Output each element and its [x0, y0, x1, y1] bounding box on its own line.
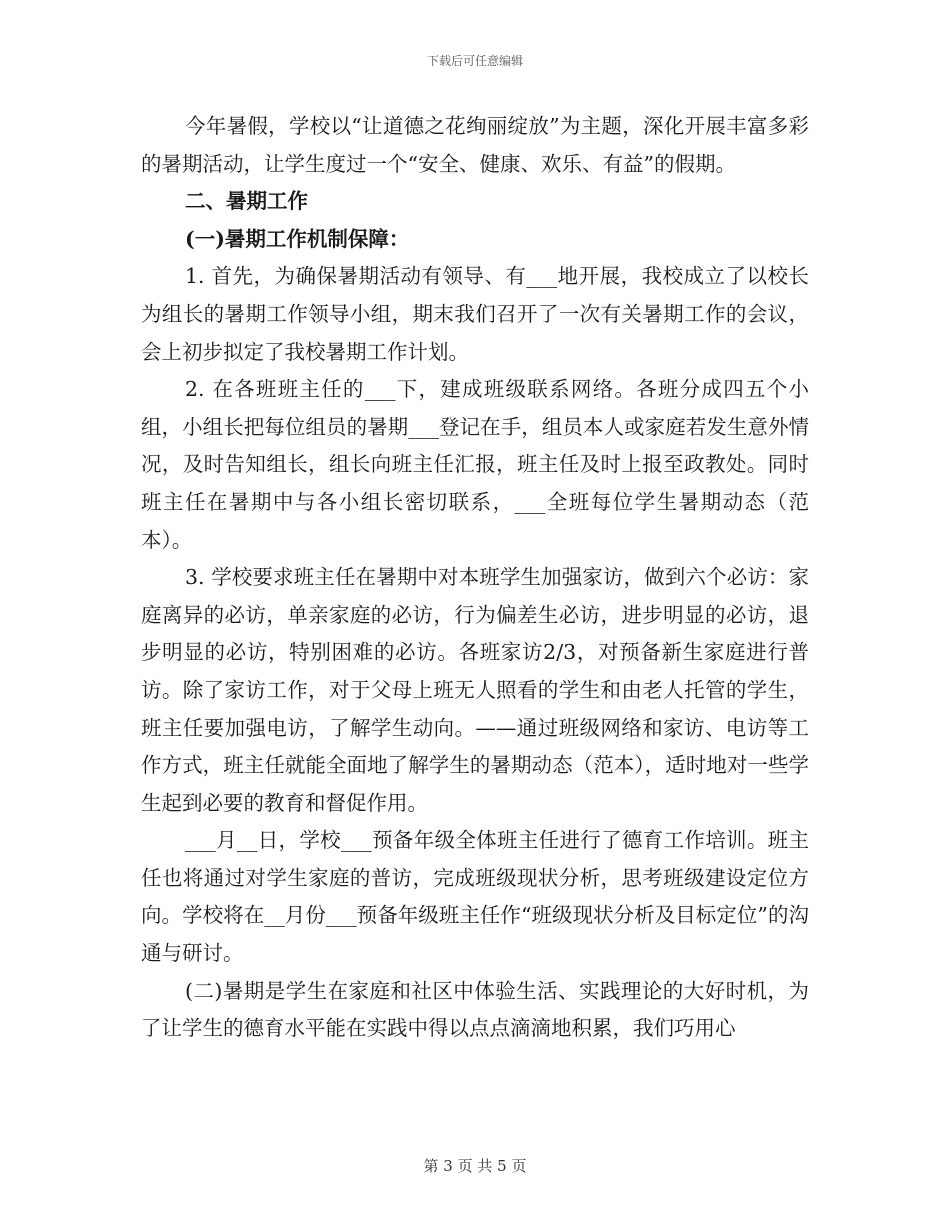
page-header-note: 下载后可任意编辑	[426, 54, 523, 68]
paragraph-item-2: 2. 在各班班主任的___下，建成班级联系网络。各班分成四五个小组，小组长把每位组员的暑期___登记在手，组员本人或家庭若发生意外情况，及时告知组长，组长向班主任汇报，班主任及时上报至政教处。同时班主任在暑期中与各小组长密切联系，___全班每位学生暑期动态（范本）。	[141, 377, 809, 552]
page-number: 第 3 页 共 5 页	[423, 1157, 527, 1175]
document-body	[141, 108, 809, 1048]
paragraph-item-3: 3. 学校要求班主任在暑期中对本班学生加强家访，做到六个必访：家庭离异的必访，单亲家庭的必访，行为偏差生必访，进步明显的必访，退步明显的必访，特别困难的必访。各班家访2/3，对预备新生家庭进行普访。除了家访工作，对于父母上班无人照看的学生和由老人托管的学生，班主任要加强电访，了解学生动向。——通过班级网络和家访、电访等工作方式，班主任就能全面地了解学生的暑期动态（范本），适时地对一些学生起到必要的教育和督促作用。	[141, 565, 809, 815]
paragraph-training: ___月__日，学校___预备年级全体班主任进行了德育工作培训。班主任也将通过对学生家庭的普访，完成班级现状分析，思考班级建设定位方向。学校将在__月份___预备年级班主任作“班级现状分析及目标定位”的沟通与研讨。	[141, 828, 809, 966]
paragraph-item-1: 1. 首先，为确保暑期活动有领导、有___地开展，我校成立了以校长为组长的暑期工作领导小组，期末我们召开了一次有关暑期工作的会议，会上初步拟定了我校暑期工作计划。	[141, 264, 809, 364]
paragraph-intro: 今年暑假，学校以“让道德之花绚丽绽放”为主题，深化开展丰富多彩的暑期活动，让学生度过一个“安全、健康、欢乐、有益”的假期。	[141, 114, 809, 176]
paragraph-section-2: (二)暑期是学生在家庭和社区中体验生活、实践理论的大好时机，为了让学生的德育水平能在实践中得以点点滴滴地积累，我们巧用心	[141, 978, 809, 1041]
section-heading: 二、暑期工作	[185, 189, 308, 214]
subsection-heading: (一)暑期工作机制保障：	[185, 226, 410, 251]
